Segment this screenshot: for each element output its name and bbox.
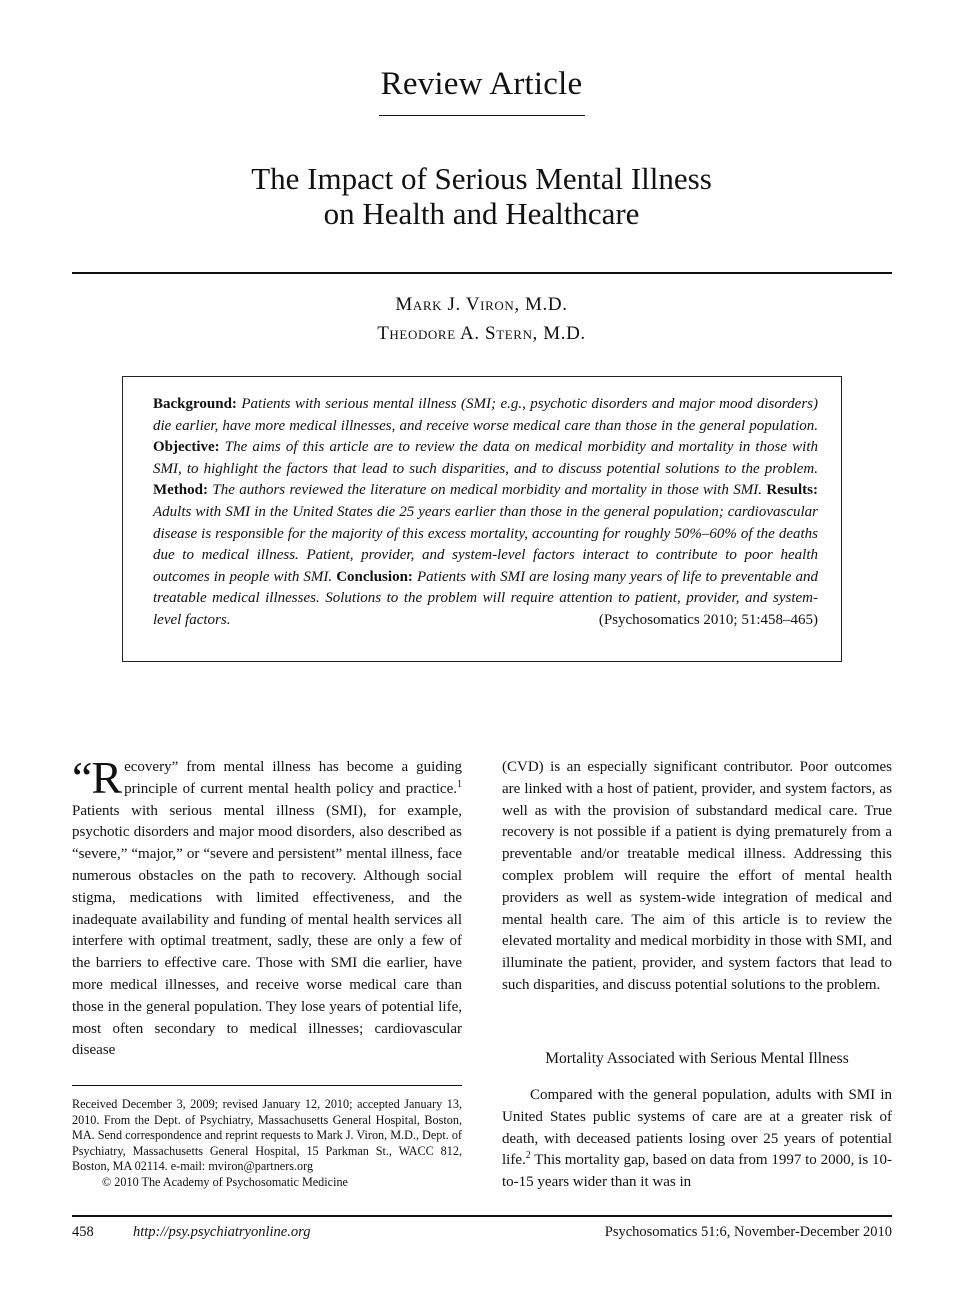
right-paragraph-2-part-1: Compared with the general population, adults with SMI in United States public systems of care are at a greater risk of death, with deceased patients losing over 25 years of potential life. xyxy=(502,1087,892,1169)
body-column-right xyxy=(502,757,892,997)
right-paragraph-1: (CVD) is an especially significant contributor. Poor outcomes are linked with a host of patient, provider, and system factors, as well as with the provision of substandard medical care. True recovery is not possible if a patient is dying prematurely from a preventable and/or treatable medical illness. Addressing this complex problem will require the effort of mental health providers as well as system-wide integration of medical and mental health care. The aim of this article is to review the elevated mortality and medical morbidity in those with SMI, and illuminate the patient, provider, and system factors that lead to such disparities, and discuss potential solutions to the problem. xyxy=(502,759,892,993)
section-heading: Mortality Associated with Serious Mental Illness xyxy=(545,1050,849,1067)
journal-citation: Psychosomatics 51:6, November-December 2010 xyxy=(604,1224,892,1240)
results-text: Adults with SMI in the United States die 25 years earlier than those in the general population; cardiovascular disease is responsible for the majority of this excess mortality, accounting for roughly 50%–60% of the deaths due to medical illness. Patient, provider, and system-level factors interact to contribute to poor health outcomes in people with SMI. xyxy=(153,503,818,585)
copyright-line: © 2010 The Academy of Psychosomatic Medicine xyxy=(102,1174,348,1189)
right-paragraph-2-part-2: This mortality gap, based on data from 1997 to 2000, is 10-to-15 years wider than it was in xyxy=(502,1152,892,1191)
page-number: 458 xyxy=(72,1224,94,1240)
footnote-text: Received December 3, 2009; revised January 12, 2010; accepted January 13, 2010. From the Dept. of Psychiatry, Massachusetts General Hospital, Boston, MA. Send correspondence and reprint requests to Mark J. Viron, M.D., Dept. of Psychiatry, Massachusetts General Hospital, 15 Parkman St., WACC 812, Boston, MA 02114. e-mail: mviron@partners.org xyxy=(72,1097,462,1173)
title-line-1: The Impact of Serious Mental Illness xyxy=(251,161,712,196)
left-paragraph-part-2: Patients with serious mental illness (SMI), for example, psychotic disorders and major mood disorders, also described as “severe,” “major,” or “severe and persistent” mental illness, face numerous obstacles on the path to recovery. Although social stigma, medications with limited effectiveness, and the inadequate availability and funding of mental health services all interfere with optimal treatment, sadly, these are only a few of the barriers to effective care. Those with SMI die earlier, have more medical illnesses, and receive worse medical care than those in the general population. They lose years of potential life, most often secondary to medical illnesses; cardiovascular disease xyxy=(72,802,462,1059)
section-label: Review Article xyxy=(380,66,583,102)
author-2: Theodore A. Stern, M.D. xyxy=(377,323,586,344)
footnote-rule xyxy=(72,1085,462,1086)
results-label: Results: xyxy=(766,482,819,499)
author-list xyxy=(0,290,963,348)
title-rule xyxy=(72,272,892,274)
author-1: Mark J. Viron, M.D. xyxy=(395,294,568,315)
conclusion-text: Patients with SMI are losing many years of life to preventable and treatable medical illnesses. Solutions to the problem will require attention to patient, provider, and system-level factors. xyxy=(153,568,819,628)
conclusion-label: Conclusion: xyxy=(336,568,413,585)
method-text: The authors reviewed the literature on medical morbidity and mortality in those with SMI. xyxy=(212,482,762,499)
reference-2[interactable]: 2 xyxy=(525,1150,531,1162)
abstract xyxy=(153,394,818,632)
background-text: Patients with serious mental illness (SMI; e.g., psychotic disorders and major mood disorders) die earlier, have more medical illnesses, and receive worse medical care than those in the general population. xyxy=(153,396,818,434)
left-paragraph-part-1: ecovery” from mental illness has become a guiding principle of current mental health policy and practice. xyxy=(124,759,462,797)
method-label: Method: xyxy=(153,482,208,499)
drop-cap: “R xyxy=(72,752,122,803)
body-column-left xyxy=(72,752,462,1062)
objective-label: Objective: xyxy=(153,439,220,456)
title-line-2: on Health and Healthcare xyxy=(323,196,640,231)
journal-url-link[interactable]: http://psy.psychiatryonline.org xyxy=(133,1224,311,1240)
body-column-right-continued xyxy=(502,1085,892,1194)
article-title xyxy=(0,161,963,231)
footer-rule xyxy=(72,1215,892,1217)
reference-1[interactable]: 1 xyxy=(457,778,462,790)
section-rule xyxy=(379,115,585,116)
footnote xyxy=(72,1097,462,1190)
background-label: Background: xyxy=(153,396,237,412)
objective-text: The aims of this article are to review the data on medical morbidity and mortality in those with SMI, to highlight the factors that lead to such disparities, and to discuss potential solutions to the problem. xyxy=(153,439,819,477)
abstract-citation: (Psychosomatics 2010; 51:458–465) xyxy=(598,611,818,628)
